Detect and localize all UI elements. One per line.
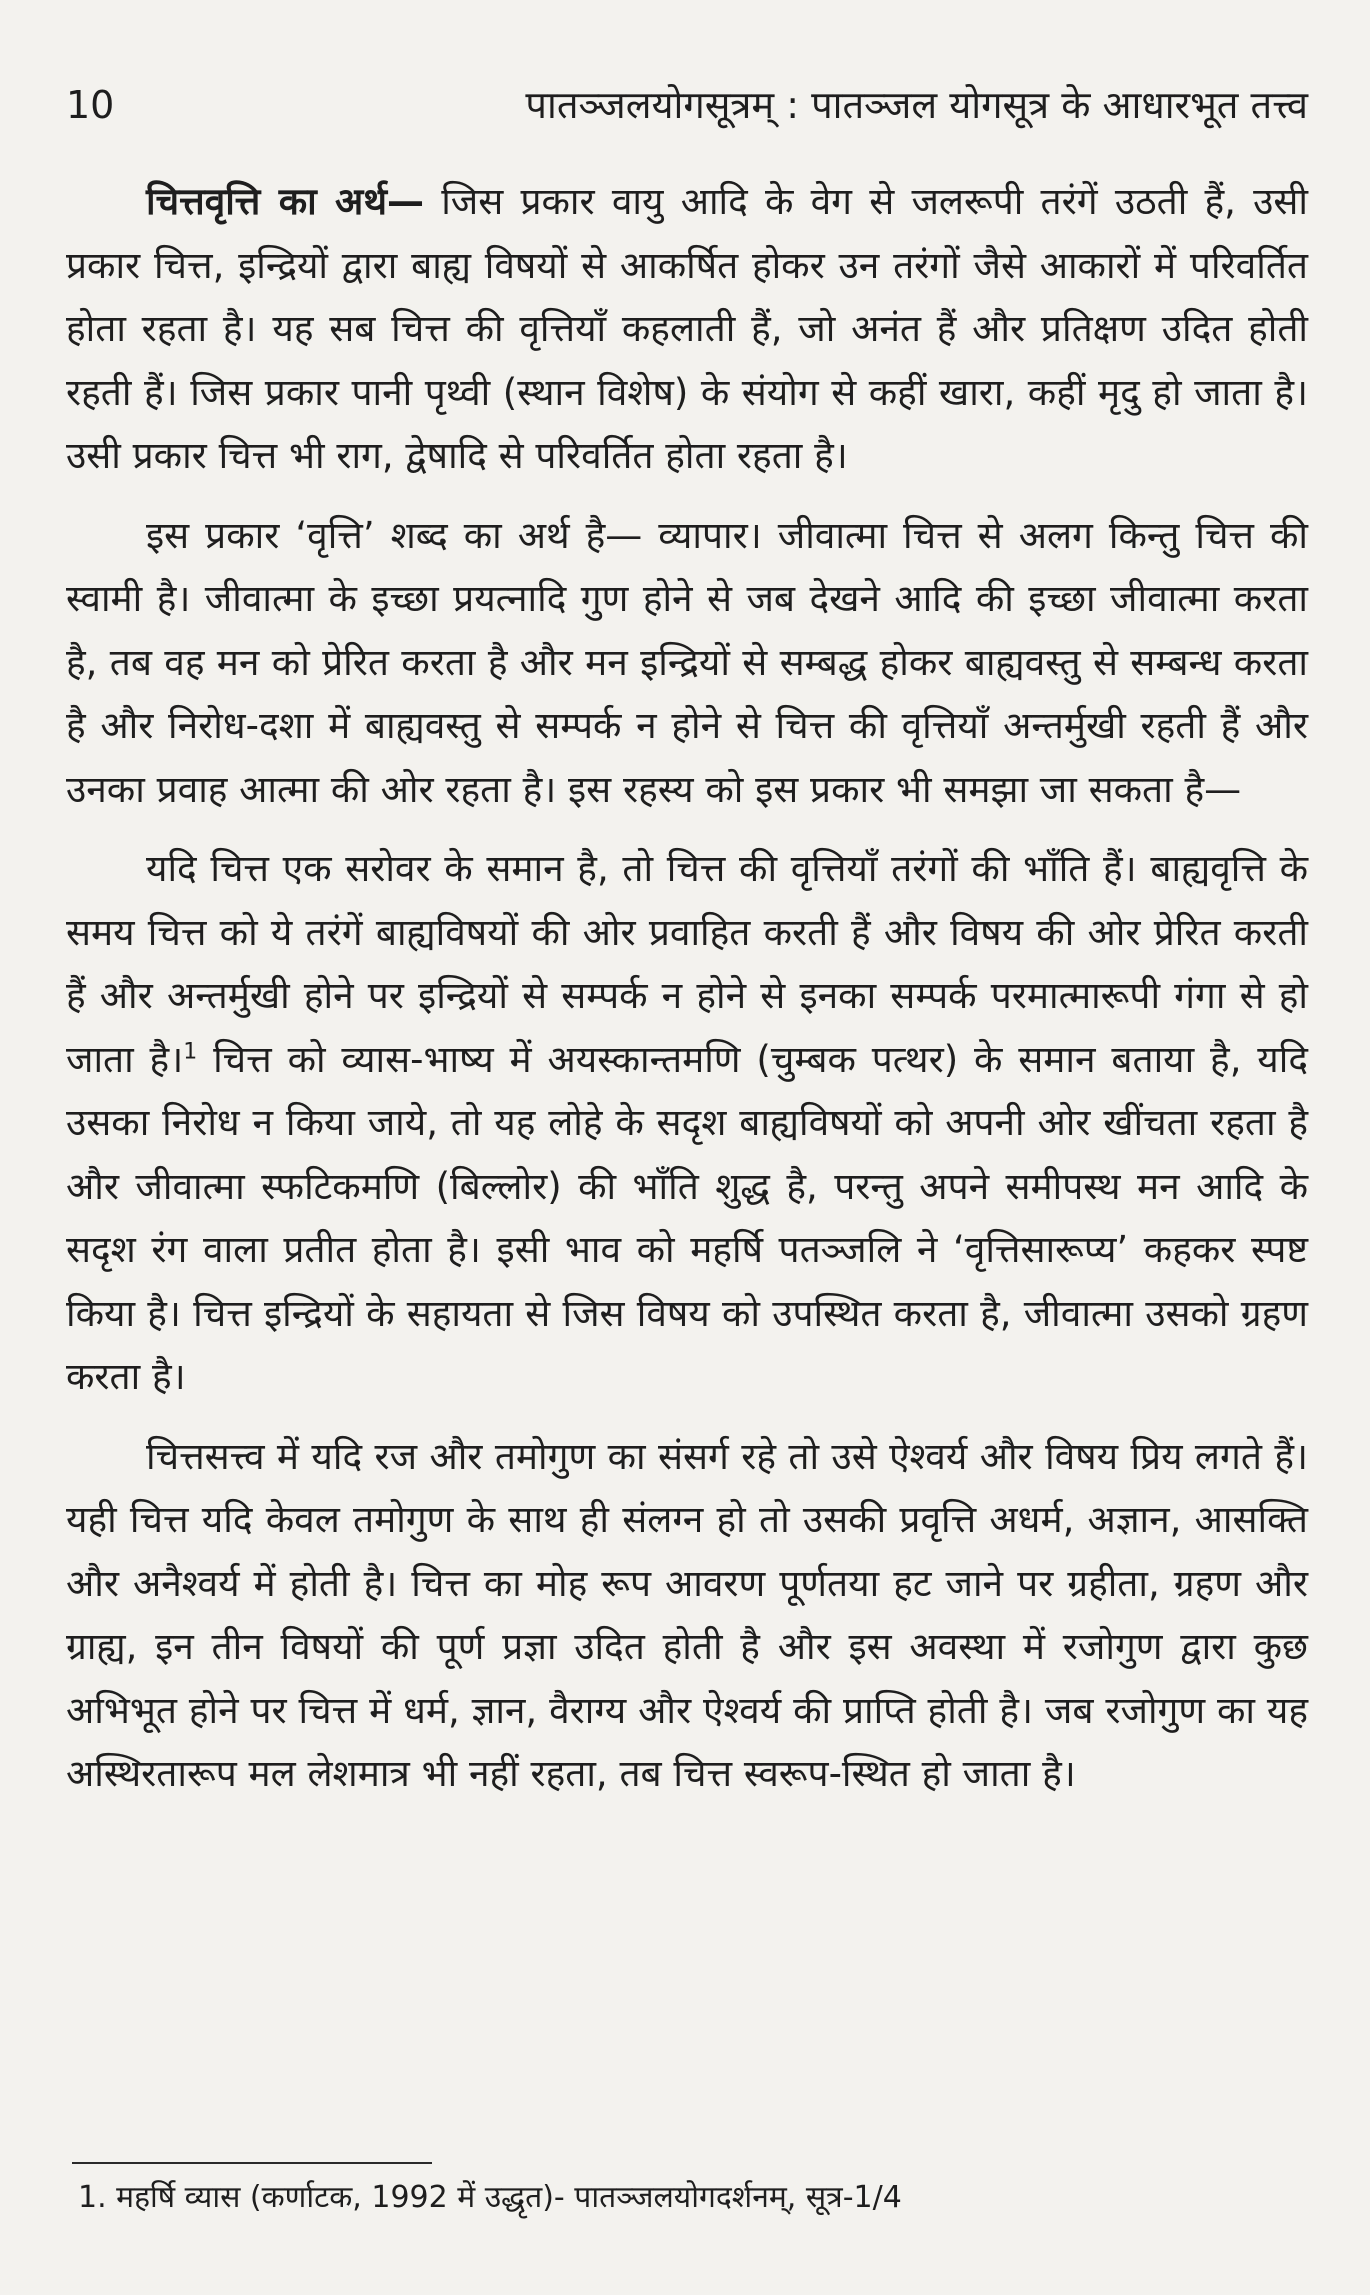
paragraph-chitta-sattva	[66, 1425, 1308, 1806]
paragraph-chittavritti-meaning	[66, 170, 1308, 488]
footnote-marker: 1	[183, 1039, 198, 1065]
paragraph-text: इस प्रकार ‘वृत्ति’ शब्द का अर्थ है— व्यापार। जीवात्मा चित्त से अलग किन्तु चित्त की स्वामी है। जीवात्मा के इच्छा प्रयत्नादि गुण होने से जब देखने आदि की इच्छा जीवात्मा करता है, तब वह मन को प्रेरित करता है और मन इन्द्रियों से सम्बद्ध होकर बाह्यवस्तु से सम्बन्ध करता है और निरोध-दशा में बाह्यवस्तु से सम्पर्क न होने से चित्त की वृत्तियाँ अन्तर्मुखी रहती हैं और उनका प्रवाह आत्मा की ओर रहता है। इस रहस्य को इस प्रकार भी समझा जा सकता है—	[66, 513, 1308, 811]
paragraph-vritti-meaning	[66, 504, 1308, 822]
paragraph-text: जिस प्रकार वायु आदि के वेग से जलरूपी तरंगें उठती हैं, उसी प्रकार चित्त, इन्द्रियों द्वारा बाह्य विषयों से आकर्षित होकर उन तरंगों जैसे आकारों में परिवर्तित होता रहता है। यह सब चित्त की वृत्तियाँ कहलाती हैं, जो अनंत हैं और प्रतिक्षण उदित होती रहती हैं। जिस प्रकार पानी पृथ्वी (स्थान विशेष) के संयोग से कहीं खारा, कहीं मृदु हो जाता है। उसी प्रकार चित्त भी राग, द्वेषादि से परिवर्तित होता रहता है।	[66, 180, 1308, 477]
footnote-separator	[72, 2162, 432, 2164]
running-title: पातञ्जलयोगसूत्रम् : पातञ्जल योगसूत्र के आधारभूत तत्त्व	[525, 83, 1308, 127]
paragraph-text: चित्त को व्यास-भाष्य में अयस्कान्तमणि (चुम्बक पत्थर) के समान बताया है, यदि उसका निरोध न किया जाये, तो यह लोहे के सदृश बाह्यविषयों को अपनी ओर खींचता रहता है और जीवात्मा स्फटिकमणि (बिल्लोर) की भाँति शुद्ध है, परन्तु अपने समीपस्थ मन आदि के सदृश रंग वाला प्रतीत होता है। इसी भाव को महर्षि पतञ्जलि ने ‘वृत्तिसारूप्य’ कहकर स्पष्ट किया है। चित्त इन्द्रियों के सहायता से जिस विषय को उपस्थित करता है, जीवात्मा उसको ग्रहण करता है।	[66, 1037, 1308, 1398]
footnote: 1. महर्षि व्यास (कर्णाटक, 1992 में उद्धृत)- पातञ्जलयोगदर्शनम्, सूत्र-1/4	[78, 2180, 902, 2215]
paragraph-text: चित्तसत्त्व में यदि रज और तमोगुण का संसर्ग रहे तो उसे ऐश्वर्य और विषय प्रिय लगते हैं। यही चित्त यदि केवल तमोगुण के साथ ही संलग्न हो तो उसकी प्रवृत्ति अधर्म, अज्ञान, आसक्ति और अनैश्वर्य में होती है। चित्त का मोह रूप आवरण पूर्णतया हट जाने पर ग्रहीता, ग्रहण और ग्राह्य, इन तीन विषयों की पूर्ण प्रज्ञा उदित होती है और इस अवस्था में रजोगुण द्वारा कुछ अभिभूत होने पर चित्त में धर्म, ज्ञान, वैराग्य और ऐश्वर्य की प्राप्ति होती है। जब रजोगुण का यह अस्थिरतारूप मल लेशमात्र भी नहीं रहता, तब चित्त स्वरूप-स्थित हो जाता है।	[66, 1434, 1308, 1795]
running-header	[66, 78, 1308, 142]
body-text	[66, 170, 1308, 1822]
section-lead-heading: चित्तवृत्ति का अर्थ—	[146, 180, 424, 223]
paragraph-text: यदि चित्त एक सरोवर के समान है, तो चित्त की वृत्तियाँ तरंगों की भाँति हैं। बाह्यवृत्ति के समय चित्त को ये तरंगें बाह्यविषयों की ओर प्रवाहित करती हैं और विषय की ओर प्रेरित करती हैं और अन्तर्मुखी होने पर इन्द्रियों से सम्पर्क न होने से इनका सम्पर्क परमात्मारूपी गंगा से हो जाता है।	[66, 847, 1308, 1081]
page-number: 10	[66, 83, 115, 127]
paragraph-lake-analogy	[66, 837, 1308, 1409]
